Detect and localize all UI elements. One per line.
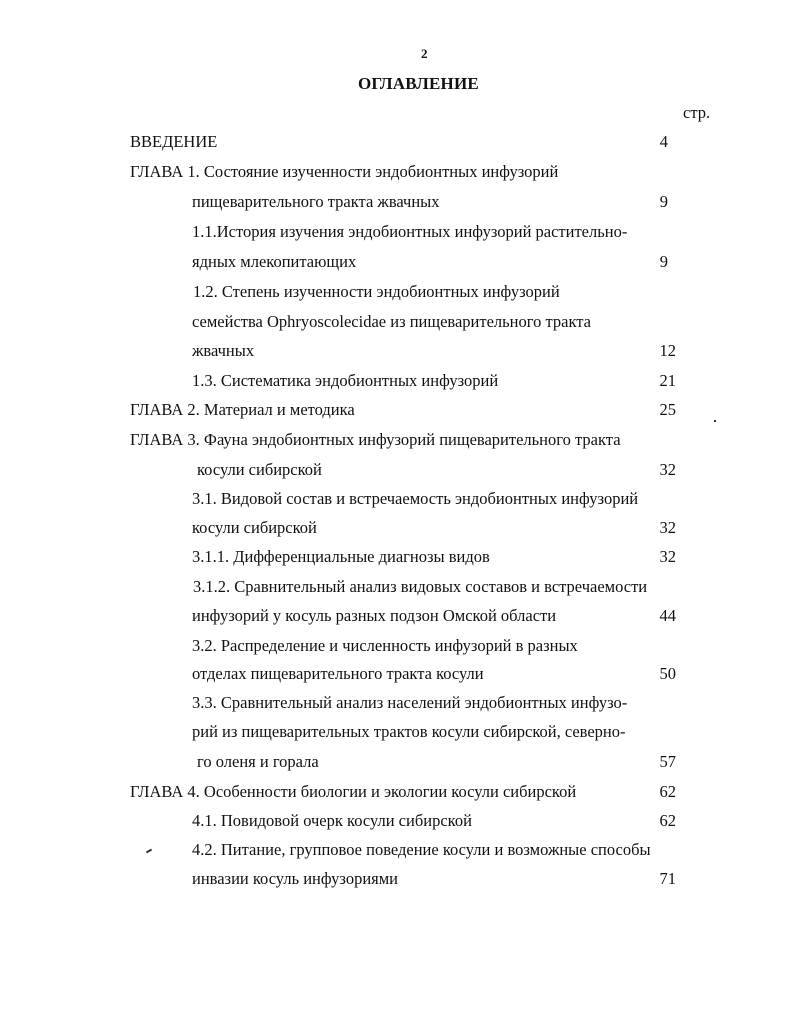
- toc-entry-page: 50: [659, 664, 676, 683]
- toc-entry-page: 32: [659, 518, 676, 537]
- toc-entry-text: пищеварительного тракта жвачных: [192, 192, 440, 211]
- toc-entry-text: семейства Ophryoscolecidae из пищеварительного тракта: [192, 312, 592, 331]
- toc-entry-page: 71: [659, 869, 676, 888]
- toc-entry-page: 57: [659, 752, 676, 771]
- toc-entry-text: косули сибирской: [192, 518, 317, 537]
- toc-entry-text: инфузорий у косуль разных подзон Омской области: [192, 606, 557, 625]
- toc-entry-page: 32: [659, 460, 676, 479]
- toc-entry-page: 32: [659, 547, 676, 566]
- toc-entry-text: 1.3. Систематика эндобионтных инфузорий: [192, 371, 499, 390]
- toc-entry-text: 4.1. Повидовой очерк косули сибирской: [192, 811, 472, 830]
- toc-entry-text: ГЛАВА 2. Материал и методика: [130, 400, 355, 419]
- scan-speck: [146, 849, 152, 854]
- toc-entry-page: 9: [659, 252, 668, 271]
- toc-entry-text: 1.1.История изучения эндобионтных инфузорий растительно-: [192, 222, 628, 241]
- toc-entry-text: отделах пищеварительного тракта косули: [192, 664, 484, 683]
- toc-entry-page: 9: [659, 192, 668, 211]
- toc-entry-page: 12: [659, 341, 676, 360]
- toc-entry-page: 62: [659, 782, 676, 801]
- toc-entry-page: 21: [659, 371, 676, 390]
- toc-entry-page: 25: [659, 400, 676, 419]
- page-title: ОГЛАВЛЕНИЕ: [358, 74, 479, 93]
- scan-speck: [714, 420, 716, 422]
- toc-entry-text: 3.1.1. Дифференциальные диагнозы видов: [192, 547, 490, 566]
- toc-entry-text: 1.2. Степень изученности эндобионтных инфузорий: [193, 282, 560, 301]
- toc-entry-text: ГЛАВА 3. Фауна эндобионтных инфузорий пищеварительного тракта: [130, 430, 621, 449]
- toc-entry-text: косули сибирской: [197, 460, 322, 479]
- toc-entry-text: 3.2. Распределение и численность инфузорий в разных: [192, 636, 578, 655]
- page-number: 2: [421, 46, 428, 61]
- toc-entry-text: 4.2. Питание, групповое поведение косули и возможные способы: [192, 840, 651, 859]
- toc-entry-text: рий из пищеварительных трактов косули сибирской, северно-: [192, 722, 626, 741]
- toc-entry-text: 3.3. Сравнительный анализ населений эндобионтных инфузо-: [192, 693, 628, 712]
- toc-entry-text: ГЛАВА 4. Особенности биологии и экологии косули сибирской: [130, 782, 577, 801]
- page-column-label: стр.: [683, 103, 711, 122]
- toc-entry-text: го оленя и горала: [197, 752, 319, 771]
- toc-entry-text: ГЛАВА 1. Состояние изученности эндобионтных инфузорий: [130, 162, 559, 181]
- toc-entry-page: 44: [659, 606, 676, 625]
- toc-entry-page: 4: [659, 132, 668, 151]
- toc-entry-text: инвазии косуль инфузориями: [192, 869, 399, 888]
- toc-entry-text: жвачных: [192, 341, 255, 360]
- toc-entry-text: ВВЕДЕНИЕ: [130, 132, 218, 151]
- toc-entry-text: 3.1. Видовой состав и встречаемость эндобионтных инфузорий: [192, 489, 639, 508]
- toc-entry-text: 3.1.2. Сравнительный анализ видовых составов и встречаемости: [193, 577, 648, 596]
- toc-entry-page: 62: [659, 811, 676, 830]
- toc-entry-text: ядных млекопитающих: [192, 252, 357, 271]
